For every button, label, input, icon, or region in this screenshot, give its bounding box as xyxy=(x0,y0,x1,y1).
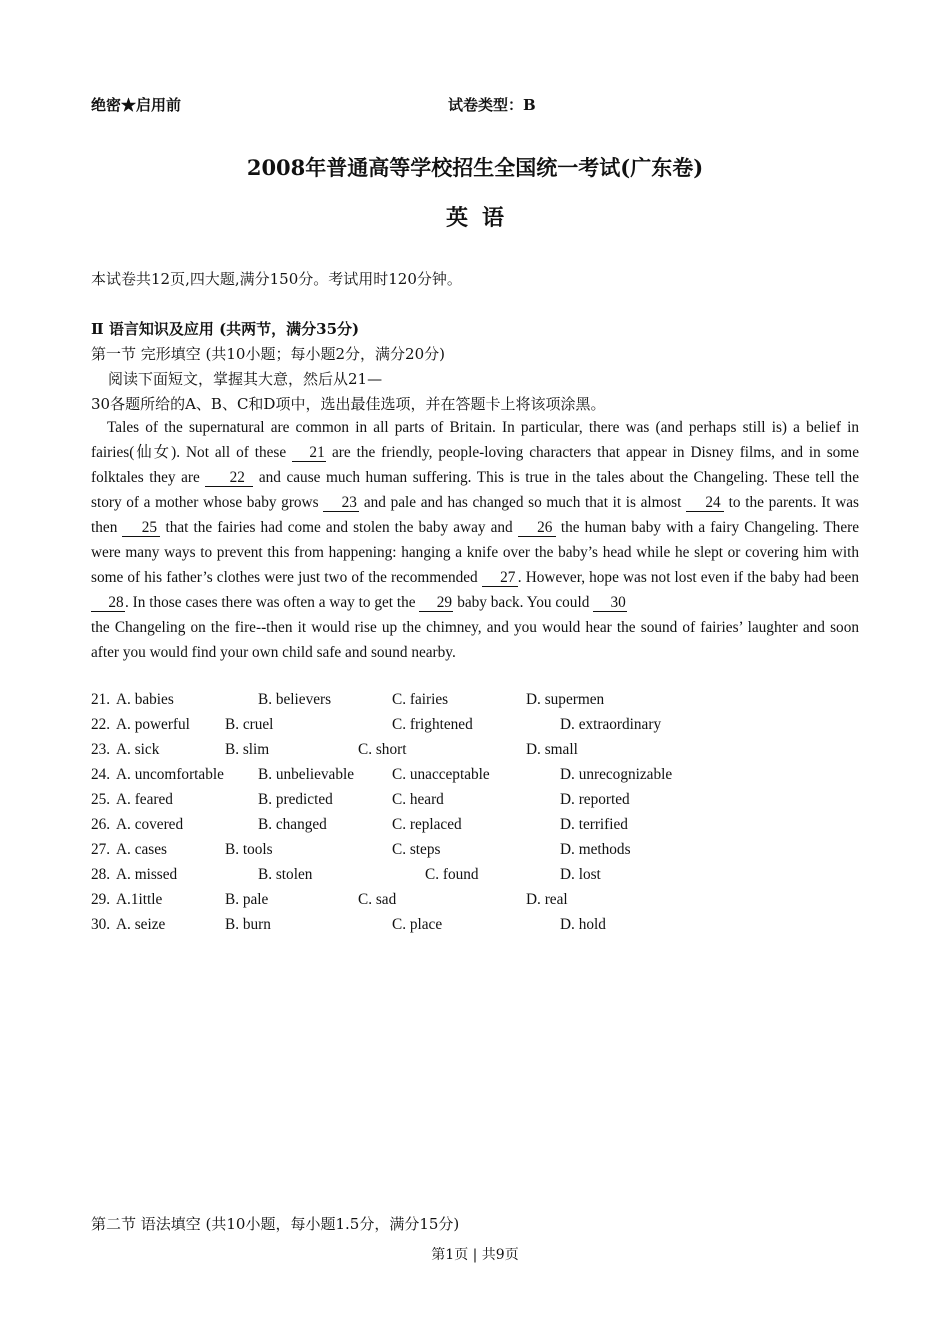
instruction-line-1: 阅读下面短文，掌握其大意，然后从21— xyxy=(108,370,383,388)
question-28-option-c: C. found xyxy=(425,866,479,883)
question-24-number: 24. xyxy=(91,766,111,783)
question-30-option-a: A. seize xyxy=(116,916,166,933)
question-28-option-d: D. lost xyxy=(560,866,601,883)
exam-title: 2008年普通高等学校招生全国统一考试(广东卷) xyxy=(246,155,704,180)
blank-23: 23 xyxy=(323,494,359,512)
question-27-number: 27. xyxy=(91,841,111,858)
blank-28: 28 xyxy=(91,594,125,612)
question-30-option-b: B. burn xyxy=(225,916,271,933)
question-25-option-d: D. reported xyxy=(560,791,630,808)
blank-25: 25 xyxy=(122,519,160,537)
blank-26: 26 xyxy=(518,519,556,537)
blank-22: 22 xyxy=(205,469,253,487)
question-22-option-b: B. cruel xyxy=(225,716,274,733)
question-26-option-a: A. covered xyxy=(116,816,184,833)
question-26-option-b: B. changed xyxy=(258,816,327,833)
question-28-option-b: B. stolen xyxy=(258,866,313,883)
question-21-option-a: A. babies xyxy=(116,691,174,708)
question-30-number: 30. xyxy=(91,916,111,933)
question-22-number: 22. xyxy=(91,716,111,733)
question-27-option-d: D. methods xyxy=(560,841,631,858)
question-24-option-b: B. unbelievable xyxy=(258,766,355,783)
question-23-number: 23. xyxy=(91,741,111,758)
blank-24: 24 xyxy=(686,494,724,512)
question-26-option-d: D. terrified xyxy=(560,816,628,833)
question-21-option-b: B. believers xyxy=(258,691,332,708)
question-22-option-a: A. powerful xyxy=(116,716,190,733)
question-29-option-d: D. real xyxy=(526,891,568,908)
question-27-option-c: C. steps xyxy=(392,841,441,858)
question-26-number: 26. xyxy=(91,816,111,833)
question-25-option-c: C. heard xyxy=(392,791,444,808)
question-23-option-c: C. short xyxy=(358,741,407,758)
cloze-passage: Tales of the supernatural are common in all parts of Britain. In particular, there was (and perhaps still is) a belief in fairies(仙女). Not all of these 21 are the friendly, people-loving characters that appear in Disney films, and in some folktales they are 22 and cause much human suffering. This is true in the tales about the Changeling. These tell the story of a mother whose baby grows 23 and pale and has changed so much that it is almost 24 to the parents. It was then 25 that the fairies had come and stolen the baby away and 26 the human baby with a fairy Changeling. There were many ways to prevent this from happening: hanging a knife over the baby’s head while he slept or covering him with some of his father’s clothes were just two of the recommended 27 . However, hope was not lost even if the baby had been 28. In those cases there was often a way to get the 29 baby back. You could 30 the Changeling on the fire--then it would rise up the chimney, and you would hear the sound of fairies’ laughter and soon after you would find your own child safe and sound nearby. xyxy=(91,415,859,665)
question-23-option-b: B. slim xyxy=(225,741,270,758)
subject-title: 英语 xyxy=(445,205,518,231)
question-29-option-b: B. pale xyxy=(225,891,269,908)
blank-21: 21 xyxy=(292,444,326,462)
question-21-number: 21. xyxy=(91,691,111,708)
blank-30: 30 xyxy=(593,594,627,612)
question-27-option-a: A. cases xyxy=(116,841,167,858)
question-30-option-d: D. hold xyxy=(560,916,606,933)
part1-heading: 第一节 完形填空 (共10小题；每小题2分，满分20分) xyxy=(91,345,445,363)
question-25-option-b: B. predicted xyxy=(258,791,333,808)
question-26-option-c: C. replaced xyxy=(392,816,462,833)
question-25-option-a: A. feared xyxy=(116,791,173,808)
question-29-number: 29. xyxy=(91,891,111,908)
question-30-option-c: C. place xyxy=(392,916,443,933)
question-24-option-d: D. unrecognizable xyxy=(560,766,673,783)
question-21-option-c: C. fairies xyxy=(392,691,449,708)
paper-type-label: 试卷类型：B xyxy=(448,96,536,114)
question-29-option-c: C. sad xyxy=(358,891,397,908)
passage-ending: the Changeling on the fire--then it would rise up the chimney, and you would hear the sound of fairies’ laughter and soon after you would find your own child safe and sound nearby. xyxy=(91,619,859,661)
question-24-option-a: A. uncomfortable xyxy=(116,766,224,783)
question-22-option-c: C. frightened xyxy=(392,716,473,733)
confidential-label: 绝密★启用前 xyxy=(91,96,182,114)
question-22-option-d: D. extraordinary xyxy=(560,716,662,733)
part2-heading: 第二节 语法填空 (共10小题，每小题1.5分，满分15分) xyxy=(91,1215,460,1233)
question-29-option-a: A.1ittle xyxy=(116,891,163,908)
question-25-number: 25. xyxy=(91,791,111,808)
question-27-option-b: B. tools xyxy=(225,841,273,858)
exam-intro: 本试卷共12页,四大题,满分150分。考试用时120分钟。 xyxy=(91,270,462,288)
section-heading: Ⅱ 语言知识及应用 (共两节，满分35分) xyxy=(91,320,360,338)
blank-27: 27 xyxy=(482,569,518,587)
question-23-option-d: D. small xyxy=(526,741,578,758)
question-23-option-a: A. sick xyxy=(116,741,160,758)
question-28-number: 28. xyxy=(91,866,111,883)
question-21-option-d: D. supermen xyxy=(526,691,605,708)
page-footer: 第1页 | 共9页 xyxy=(431,1247,519,1263)
instruction-line-2: 30各题所给的A、B、C和D项中，选出最佳选项，并在答题卡上将该项涂黑。 xyxy=(91,395,606,413)
question-24-option-c: C. unacceptable xyxy=(392,766,490,783)
blank-29: 29 xyxy=(419,594,453,612)
question-28-option-a: A. missed xyxy=(116,866,178,883)
